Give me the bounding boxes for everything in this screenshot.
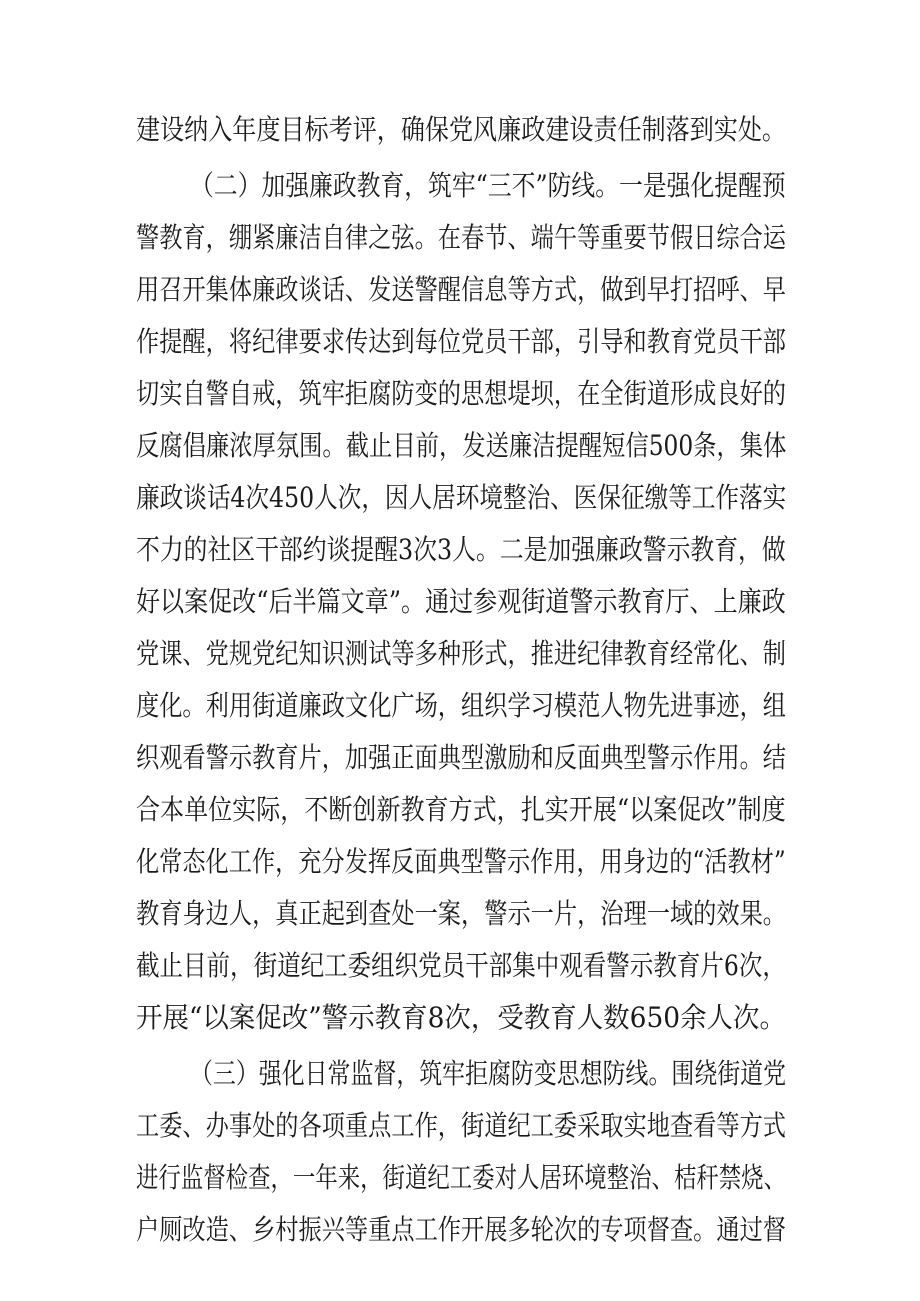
text-line-content: 不力的社区干部约谈提醒3次3人。二是加强廉政警示教育，做 <box>136 533 786 566</box>
text-line-content: 切实自警自戒，筑牢拒腐防变的思想堤坝，在全街道形成良好的 <box>136 377 787 410</box>
text-line-content: 廉政谈话4次450人次，因人居环境整治、医保征缴等工作落实 <box>136 481 787 514</box>
text-line-content: 化常态化工作，充分发挥反面典型警示作用，用身边的“活教材” <box>136 845 786 878</box>
text-line-content: 合本单位实际，不断创新教育方式，扎实开展“以案促改”制度 <box>136 793 786 826</box>
text-line <box>0 312 920 372</box>
paragraph-first-line <box>0 156 920 216</box>
text-line <box>0 988 920 1048</box>
text-line <box>0 416 920 476</box>
text-line <box>0 884 920 944</box>
paragraph-first-line <box>0 1044 920 1104</box>
text-line <box>0 572 920 632</box>
text-line <box>0 1200 920 1260</box>
text-line-content: 户厕改造、乡村振兴等重点工作开展多轮次的专项督查。通过督 <box>136 1213 787 1246</box>
text-line-content: 建设纳入年度目标考评，确保党风廉政建设责任制落到实处。 <box>136 113 787 146</box>
text-line-content: 教育身边人，真正起到查处一案，警示一片，治理一域的效果。 <box>136 897 787 930</box>
text-line <box>0 832 920 892</box>
text-line <box>0 936 920 996</box>
text-line-content: 用召开集体廉政谈话、发送警醒信息等方式，做到早打招呼、早 <box>136 273 787 306</box>
text-line <box>0 364 920 424</box>
text-line-content: 截止目前，街道纪工委组织党员干部集中观看警示教育片6次， <box>136 949 786 982</box>
text-line <box>0 780 920 840</box>
text-line <box>0 1096 920 1156</box>
text-line <box>0 676 920 736</box>
text-line-content: （三）强化日常监督，筑牢拒腐防变思想防线。围绕街道党 <box>190 1057 787 1090</box>
text-line <box>0 728 920 788</box>
text-line-content: 党课、党规党纪知识测试等多种形式，推进纪律教育经常化、制 <box>136 637 787 670</box>
text-line-content: 警教育，绷紧廉洁自律之弦。在春节、端午等重要节假日综合运 <box>136 221 787 254</box>
text-line <box>0 520 920 580</box>
text-line-content: 工委、办事处的各项重点工作，街道纪工委采取实地查看等方式 <box>136 1109 787 1142</box>
text-line <box>0 468 920 528</box>
text-line <box>0 208 920 268</box>
text-line-content: 进行监督检查，一年来，街道纪工委对人居环境整治、桔秆禁烧、 <box>136 1161 787 1194</box>
text-line <box>0 624 920 684</box>
text-line-content: 度化。利用街道廉政文化广场，组织学习模范人物先进事迹，组 <box>136 689 787 722</box>
text-line-content: 反腐倡廉浓厚氛围。截止目前，发送廉洁提醒短信500条，集体 <box>136 429 787 462</box>
text-line-content: 好以案促改“后半篇文章”。通过参观街道警示教育厅、上廉政 <box>136 585 786 618</box>
text-line <box>0 260 920 320</box>
text-line-content: 开展“以案促改”警示教育8次，受教育人数650余人次。 <box>136 1001 786 1034</box>
text-line <box>0 100 920 160</box>
text-line-content: 作提醒，将纪律要求传达到每位党员干部，引导和教育党员干部 <box>136 325 787 358</box>
text-line-content: （二）加强廉政教育，筑牢“三不”防线。一是强化提醒预 <box>190 169 786 202</box>
text-line <box>0 1148 920 1208</box>
text-line-content: 织观看警示教育片，加强正面典型激励和反面典型警示作用。结 <box>136 741 787 774</box>
